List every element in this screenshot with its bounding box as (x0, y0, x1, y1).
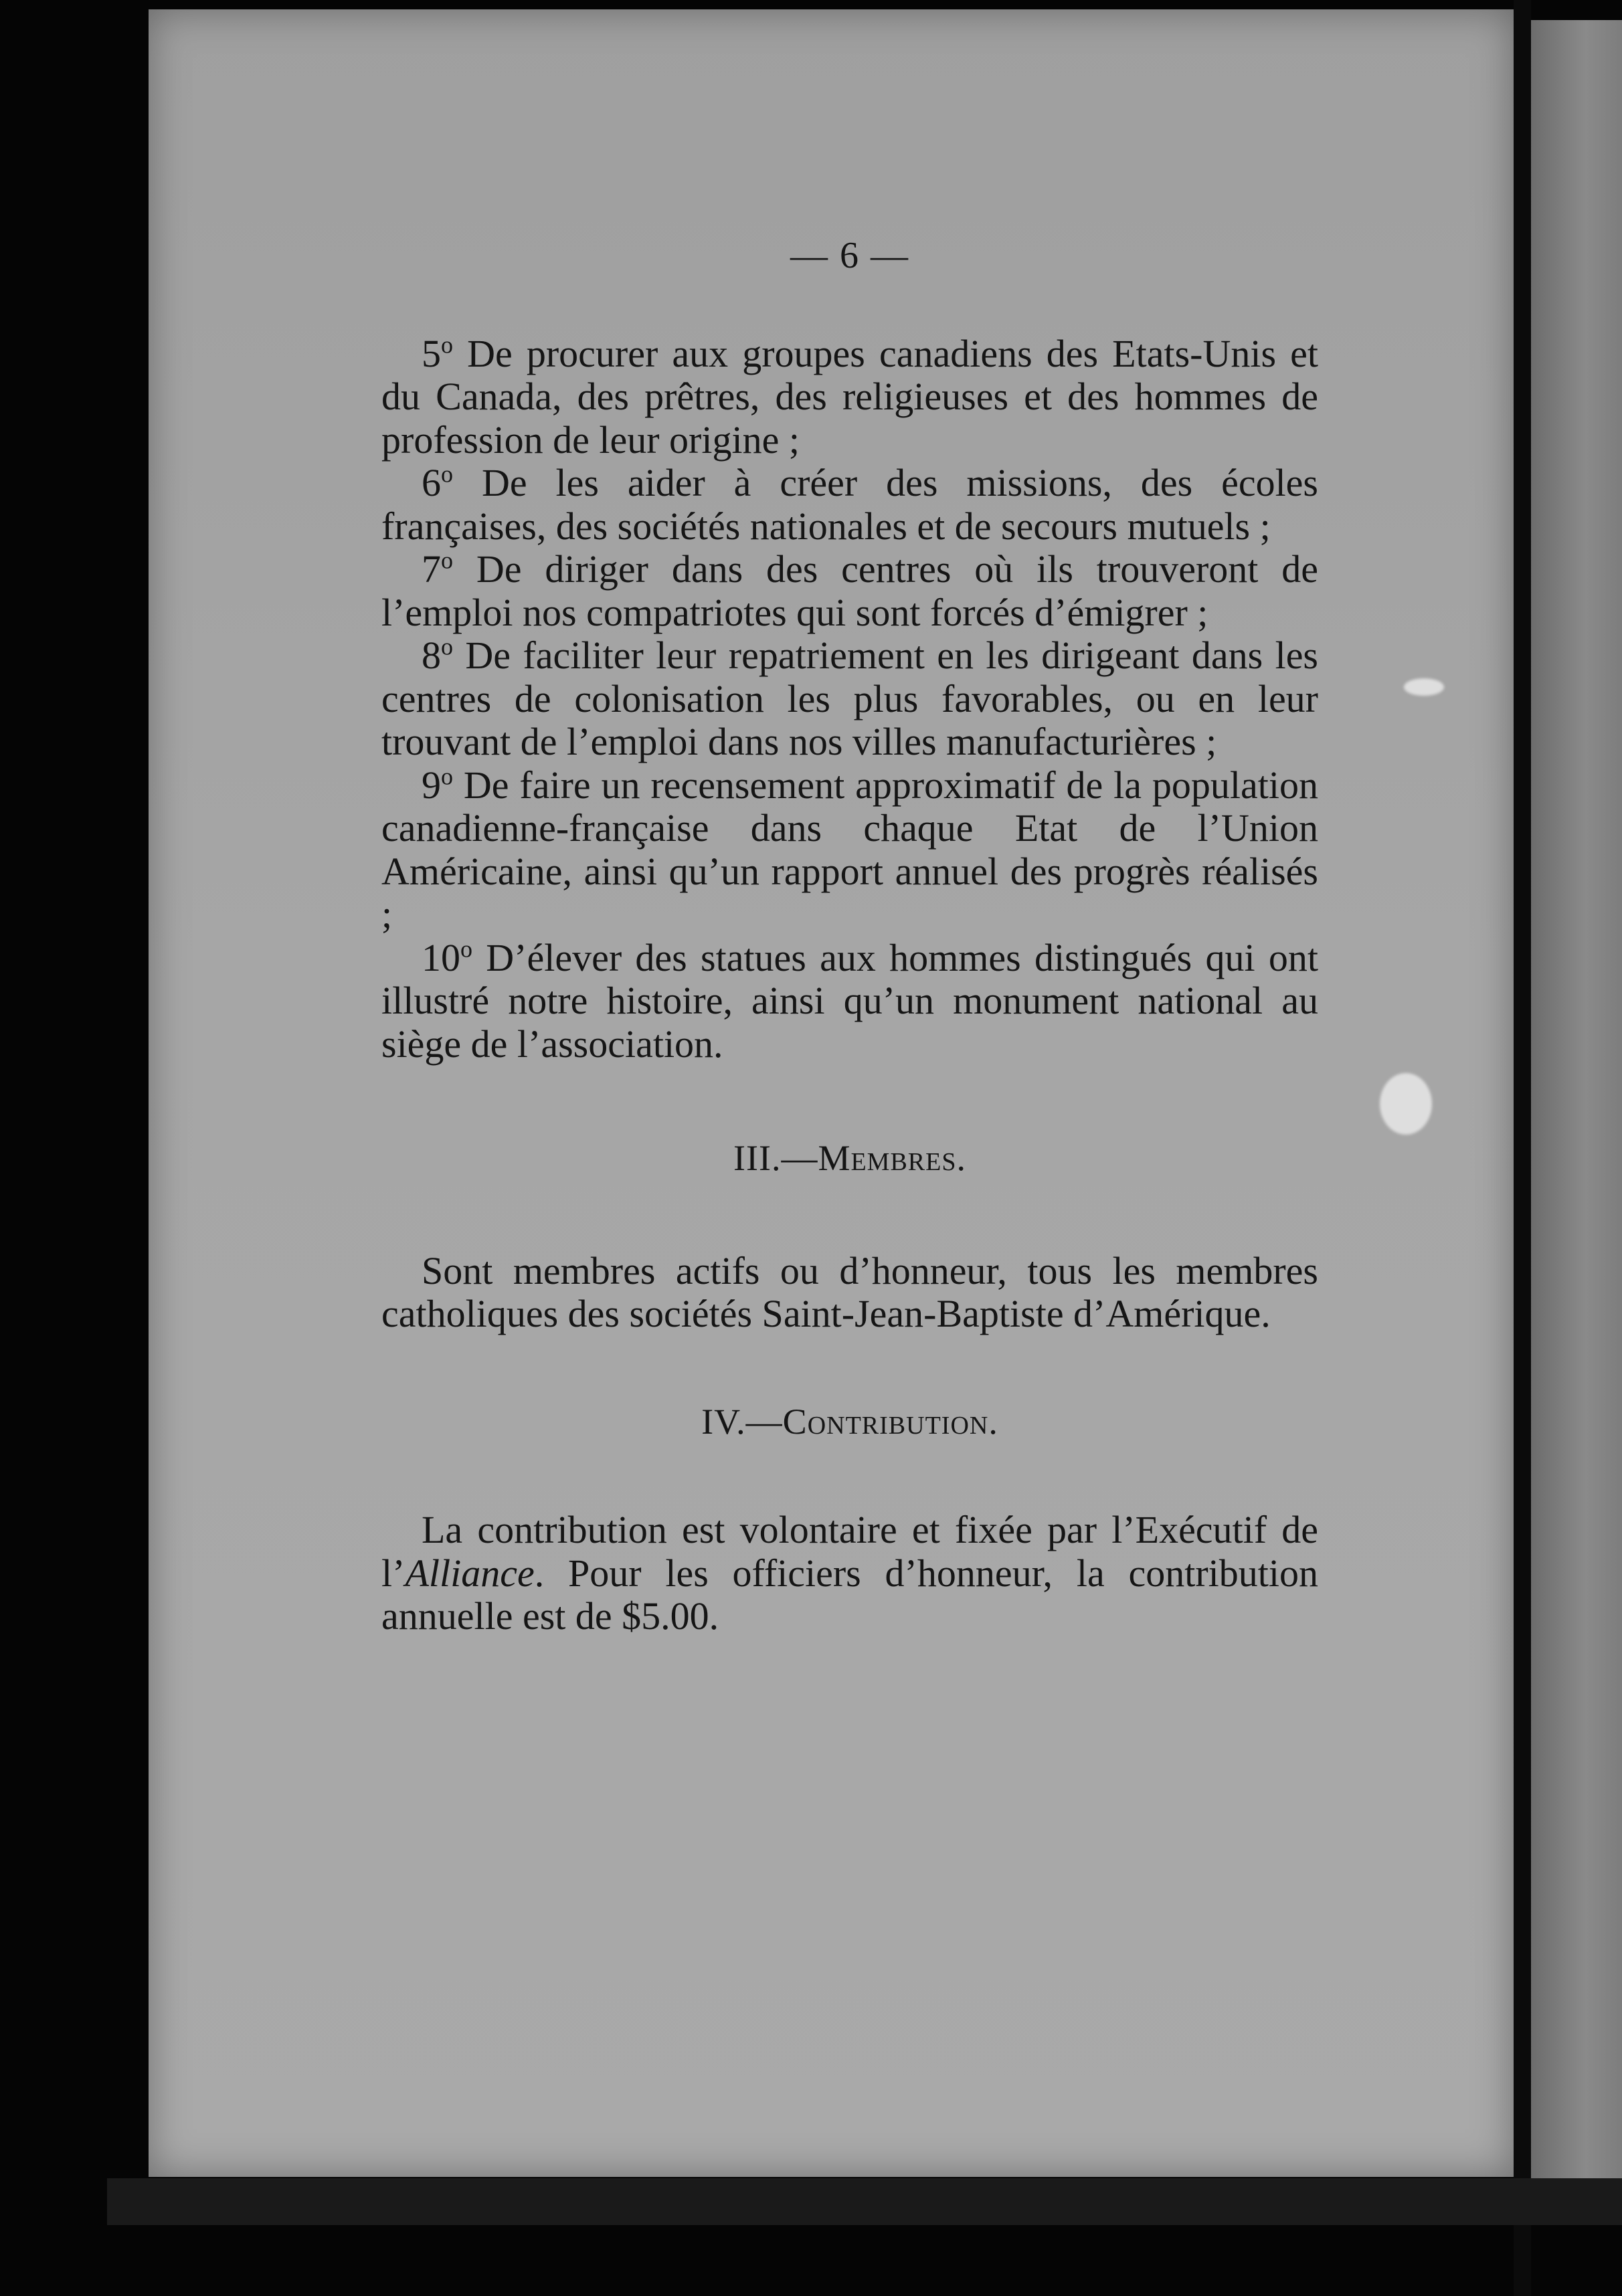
section-heading-membres: III.—Membres. (733, 1138, 966, 1178)
item-number: 7 (422, 547, 441, 591)
ordinal-mark: o (441, 331, 453, 359)
ordinal-mark: o (441, 547, 453, 574)
book-gutter (1514, 0, 1531, 2296)
ordinal-mark: o (441, 763, 453, 790)
paper-stain (1380, 1073, 1432, 1135)
list-item (381, 634, 1318, 764)
section-heading-contribution: IV.—Contribution. (701, 1401, 998, 1442)
item-text: De diriger dans des centres où ils trouveront de l’emploi nos compatriotes qui sont forcés d’émigrer ; (381, 547, 1319, 634)
item-text: De les aider à créer des missions, des écoles françaises, des sociétés nationales et de secours mutuels ; (381, 461, 1319, 548)
page-text (381, 234, 1318, 1638)
item-text: De procurer aux groupes canadiens des Etats-Unis et du Canada, des prêtres, des religieuses et des hommes de profession de leur origine ; (381, 331, 1318, 462)
item-number: 9 (422, 763, 441, 807)
italic-term: Alliance (405, 1551, 535, 1595)
page-number: — 6 — (790, 235, 909, 276)
list-item (381, 462, 1318, 548)
item-text: De faire un recensement approximatif de la population canadienne-française dans chaque Etat de l’Union Américaine, ainsi qu’un rapport annuel des progrès réalisés ; (381, 763, 1319, 936)
item-text: D’élever des statues aux hommes distingués qui ont illustré notre histoire, ainsi qu’un monument national au siège de l’association. (381, 935, 1318, 1066)
item-number: 10 (422, 935, 460, 979)
facing-page-edge (1531, 20, 1622, 2181)
list-item (381, 937, 1318, 1066)
list-item (381, 764, 1318, 937)
ordinal-mark: o (460, 935, 472, 963)
item-number: 8 (422, 634, 441, 677)
item-number: 5 (422, 331, 441, 375)
ordinal-mark: o (441, 633, 453, 660)
item-number: 6 (422, 461, 441, 504)
ordinal-mark: o (441, 460, 453, 488)
scan-bottom-edge (107, 2178, 1622, 2225)
section-paragraph: Sont membres actifs ou d’honneur, tous les membres catholiques des sociétés Saint-Jean-Baptiste d’Amérique. (381, 1248, 1318, 1335)
paragraph-text: . Pour les officiers d’honneur, la contribution annuelle est de $5.00. (381, 1551, 1318, 1638)
list-item (381, 548, 1318, 634)
paper-stain (1404, 678, 1444, 696)
list-item (381, 332, 1318, 462)
item-text: De faciliter leur repatriement en les dirigeant dans les centres de colonisation les plus favorables, ou en leur trouvant de l’emploi dans nos villes manufacturières ; (381, 634, 1319, 763)
section-paragraph (381, 1509, 1318, 1638)
paragraph-text: La contribution est volontaire et fixée par l’Exécutif de l’ (381, 1508, 1318, 1595)
